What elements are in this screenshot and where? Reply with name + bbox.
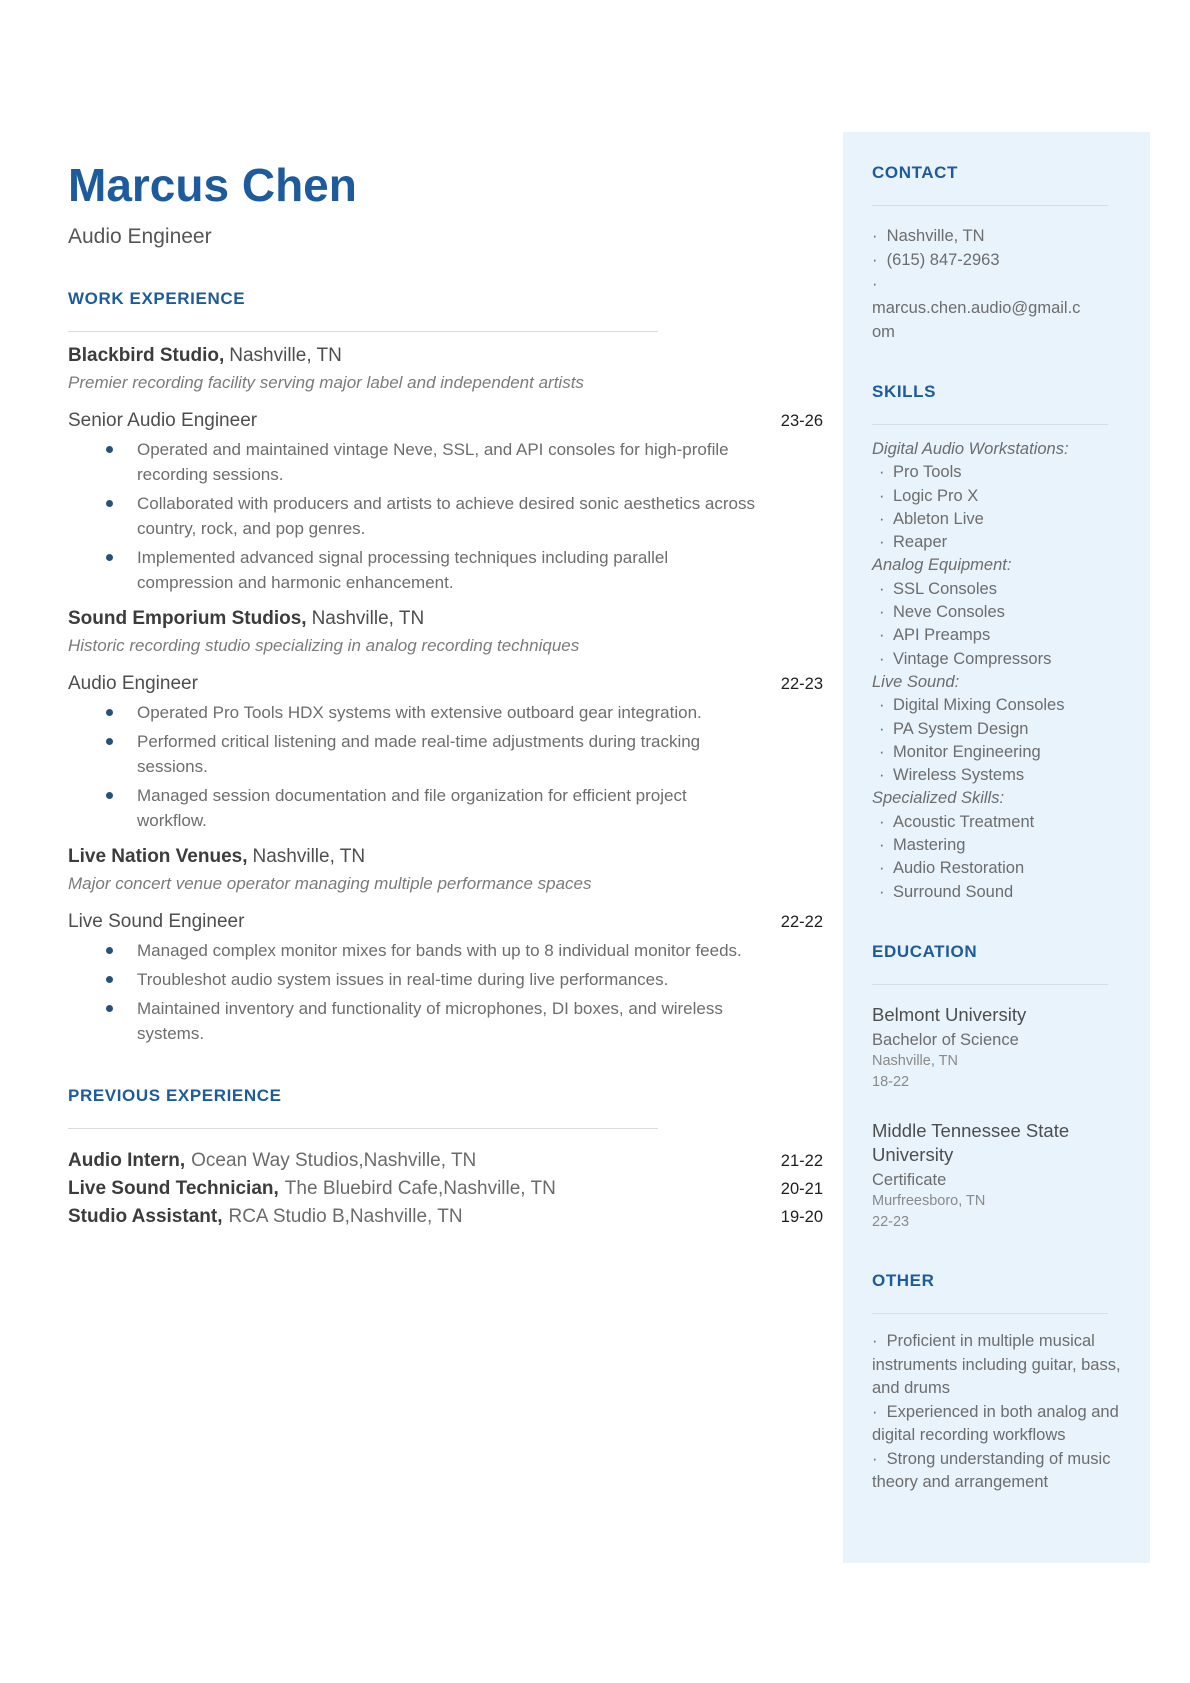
skill-item: · Mastering: [872, 834, 1124, 857]
work-entry: [68, 845, 823, 1046]
sidebar-divider: [872, 1313, 1108, 1314]
bullet-item: Performed critical listening and made real-time adjustments during tracking sessions.: [68, 729, 758, 779]
skills-heading: SKILLS: [872, 382, 937, 401]
skill-group-label: Live Sound:: [872, 672, 960, 691]
skill-item: · Logic Pro X: [872, 485, 1124, 508]
contact-location: · Nashville, TN: [872, 224, 1124, 248]
person-name: Marcus Chen: [68, 159, 357, 211]
company-name: Live Nation Venues,: [68, 845, 248, 867]
previous-role-line: [68, 1175, 556, 1202]
previous-experience-row: [68, 1203, 823, 1231]
person-title: Audio Engineer: [68, 224, 212, 248]
role-title: Senior Audio Engineer: [68, 409, 258, 431]
previous-role-detail: RCA Studio B,Nashville, TN: [228, 1205, 463, 1227]
company-description: Premier recording facility serving major label and independent artists: [68, 372, 584, 392]
section-divider: [68, 1128, 658, 1129]
previous-role-detail: Ocean Way Studios,Nashville, TN: [191, 1149, 477, 1171]
company-location: Nashville, TN: [311, 607, 425, 629]
other-section: [872, 1271, 1124, 1495]
other-heading: OTHER: [872, 1271, 935, 1291]
previous-experience-list: [68, 1147, 823, 1231]
sidebar: [843, 132, 1150, 1563]
previous-role-title: Live Sound Technician,: [68, 1177, 279, 1199]
contact-heading: CONTACT: [872, 163, 959, 182]
company-description: Major concert venue operator managing multiple performance spaces: [68, 873, 592, 893]
previous-role-dates: 20-21: [780, 1179, 823, 1198]
education-entry: [872, 1003, 1124, 1094]
education-heading: EDUCATION: [872, 941, 978, 961]
role-title: Live Sound Engineer: [68, 910, 245, 932]
bullet-item: Managed complex monitor mixes for bands with up to 8 individual monitor feeds.: [68, 938, 758, 963]
skills-section: [872, 382, 1124, 904]
previous-role-line: [68, 1203, 463, 1230]
other-item: · Experienced in both analog and digital recording workflows: [872, 1401, 1124, 1448]
skill-group-label: Digital Audio Workstations:: [872, 440, 1069, 458]
skill-item: · API Preamps: [872, 624, 1124, 647]
other-list: [872, 1330, 1124, 1495]
previous-role-dates: 21-22: [780, 1151, 823, 1170]
skill-item: · Pro Tools: [872, 461, 1124, 484]
other-item: · Proficient in multiple musical instruments including guitar, bass, and drums: [872, 1330, 1124, 1401]
sidebar-divider: [872, 205, 1108, 206]
skill-item: · Neve Consoles: [872, 601, 1124, 624]
previous-role-dates: 19-20: [780, 1207, 823, 1226]
company-line: [68, 607, 823, 631]
other-item: · Strong understanding of music theory and arrangement: [872, 1448, 1124, 1495]
company-location: Nashville, TN: [252, 845, 366, 867]
bullet-item: Managed session documentation and file organization for efficient project workflow.: [68, 783, 758, 833]
skill-group-label: Analog Equipment:: [872, 556, 1012, 575]
school-degree: Certificate: [872, 1171, 947, 1190]
company-name: Sound Emporium Studios,: [68, 607, 307, 629]
school-name: Belmont University: [872, 1003, 1027, 1025]
bullet-item: Operated Pro Tools HDX systems with extensive outboard gear integration.: [68, 700, 758, 725]
bullet-list: [68, 700, 758, 833]
school-degree: Bachelor of Science: [872, 1031, 1019, 1050]
previous-role-detail: The Bluebird Cafe,Nashville, TN: [284, 1177, 556, 1199]
skill-item: · Wireless Systems: [872, 764, 1124, 787]
role-dates: 22-22: [780, 912, 823, 931]
skills-list: [872, 438, 1124, 904]
school-location: Nashville, TN: [872, 1053, 958, 1070]
school-dates: 22-23: [872, 1214, 910, 1231]
contact-section: [872, 163, 1124, 344]
skill-item: · Audio Restoration: [872, 857, 1124, 880]
education-entry: [872, 1119, 1124, 1233]
skill-item: · Digital Mixing Consoles: [872, 694, 1124, 717]
skill-item: · Ableton Live: [872, 508, 1124, 531]
bullet-item: Troubleshot audio system issues in real-time during live performances.: [68, 967, 758, 992]
skill-item: · Acoustic Treatment: [872, 811, 1124, 834]
education-section: [872, 942, 1124, 1234]
previous-role-title: Audio Intern,: [68, 1149, 186, 1171]
bullet-item: Maintained inventory and functionality of microphones, DI boxes, and wireless systems.: [68, 996, 758, 1046]
bullet-list: [68, 938, 758, 1046]
skill-item: · Surround Sound: [872, 881, 1124, 904]
school-dates: 18-22: [872, 1074, 910, 1091]
bullet-item: Operated and maintained vintage Neve, SSL, and API consoles for high-profile recording sessions.: [68, 437, 758, 487]
bullet-item: Implemented advanced signal processing techniques including parallel compression and harmonic enhancement.: [68, 545, 758, 595]
contact-list: [872, 224, 1124, 344]
sidebar-divider: [872, 424, 1108, 425]
work-experience-heading: WORK EXPERIENCE: [68, 288, 246, 308]
work-entry: [68, 607, 823, 833]
previous-role-line: [68, 1147, 476, 1174]
contact-phone: · (615) 847-2963: [872, 248, 1124, 272]
skill-item: · Vintage Compressors: [872, 648, 1124, 671]
contact-email-text: · marcus.chen.audio@gmail.com: [872, 299, 1081, 341]
previous-experience-row: [68, 1175, 823, 1203]
previous-experience-row: [68, 1147, 823, 1175]
school-location: Murfreesboro, TN: [872, 1193, 986, 1210]
role-row: [68, 409, 823, 433]
education-list: [872, 1003, 1124, 1234]
skill-item: · SSL Consoles: [872, 578, 1124, 601]
role-title: Audio Engineer: [68, 672, 198, 694]
section-divider: [68, 331, 658, 332]
work-entry: [68, 344, 823, 595]
company-description: Historic recording studio specializing in analog recording techniques: [68, 635, 580, 655]
company-line: [68, 845, 823, 869]
contact-email: [872, 272, 1124, 344]
school-name: Middle Tennessee State University: [872, 1120, 1070, 1165]
skill-item: · Monitor Engineering: [872, 741, 1124, 764]
company-name: Blackbird Studio,: [68, 344, 225, 366]
role-dates: 22-23: [780, 674, 823, 693]
previous-experience-heading: PREVIOUS EXPERIENCE: [68, 1085, 282, 1105]
sidebar-divider: [872, 984, 1108, 985]
bullet-list: [68, 437, 758, 595]
skill-item: · Reaper: [872, 531, 1124, 554]
skill-item: · PA System Design: [872, 718, 1124, 741]
bullet-item: Collaborated with producers and artists to achieve desired sonic aesthetics across country, rock, and pop genres.: [68, 491, 758, 541]
company-location: Nashville, TN: [229, 344, 342, 366]
previous-role-title: Studio Assistant,: [68, 1205, 223, 1227]
role-row: [68, 910, 823, 934]
skill-group-label: Specialized Skills:: [872, 789, 1005, 808]
company-line: [68, 344, 823, 368]
role-row: [68, 672, 823, 696]
main-column: [68, 0, 823, 1231]
role-dates: 23-26: [780, 411, 823, 430]
